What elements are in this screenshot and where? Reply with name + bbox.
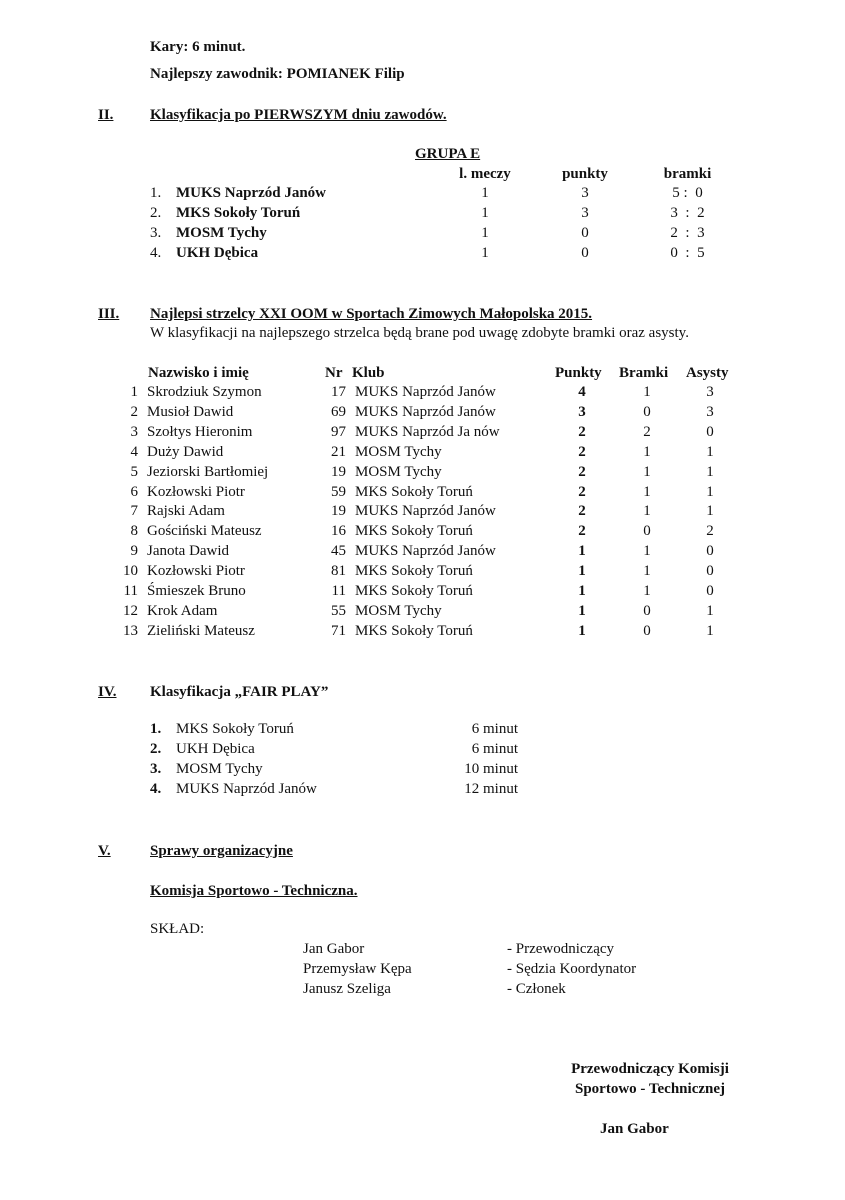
member-name: Przemysław Kępa	[303, 961, 412, 977]
scorer-row-goals: 1	[643, 384, 651, 400]
scorer-row-pos: 12	[123, 602, 138, 619]
scorer-row-assists: 3	[706, 403, 714, 420]
group-row-team: MKS Sokoły Toruń	[176, 205, 301, 221]
fair-row-time: 12 minut	[464, 781, 518, 797]
group-row-points: 0	[581, 245, 589, 261]
fair-row-time: 10 minut	[464, 761, 518, 777]
scorer-row-goals: 1	[643, 543, 651, 560]
group-row-goals: 5 : 0	[672, 185, 703, 201]
group-row-team: MUKS Naprzód Janów	[176, 185, 327, 201]
scorer-row-name: Skrodziuk Szymon	[147, 384, 262, 400]
scorer-row-club: MKS Sokoły Toruń	[355, 622, 473, 639]
fair-row-pos: 3.	[150, 761, 162, 777]
member-role: - Członek	[507, 981, 566, 997]
scorer-row-club: MUKS Naprzód Janów	[355, 503, 496, 520]
scorer-row-name: Zieliński Mateusz	[147, 622, 255, 639]
scorer-row-nr: 16	[331, 523, 346, 540]
scorer-row-name: Szołtys Hieronim	[147, 423, 253, 440]
scorer-row-assists: 0	[706, 583, 714, 599]
fair-row-pos: 4.	[150, 781, 162, 797]
member-role: - Przewodniczący	[507, 941, 615, 957]
member-name: Jan Gabor	[303, 941, 365, 957]
group-row-pos: 3.	[150, 225, 162, 241]
scorer-row-points: 1	[578, 563, 586, 580]
scorer-row-name: Janota Dawid	[147, 543, 230, 560]
scorer-row-points: 2	[578, 483, 586, 500]
fair-row-time: 6 minut	[471, 721, 518, 737]
group-e-title: GRUPA E	[415, 146, 481, 162]
best-player-text: Najlepszy zawodnik: POMIANEK Filip	[150, 66, 405, 82]
section4-numeral: IV.	[98, 684, 117, 700]
section2-numeral: II.	[98, 107, 114, 123]
group-row-pos: 4.	[150, 245, 162, 261]
scorer-row-nr: 19	[331, 463, 346, 480]
scorer-row-points: 1	[578, 602, 586, 619]
scorer-row-points: 1	[578, 543, 586, 560]
penalties-text: Kary: 6 minut.	[150, 39, 246, 55]
scorer-row-club: MUKS Naprzód Janów	[355, 543, 496, 560]
composition-label: SKŁAD:	[150, 921, 205, 937]
scorer-row-nr: 55	[331, 602, 346, 619]
scorer-row-points: 2	[578, 423, 586, 440]
group-row-goals: 3 : 2	[670, 205, 705, 221]
scorer-row-nr: 97	[331, 423, 346, 440]
scorer-row-club: MKS Sokoły Toruń	[355, 583, 473, 599]
header-goals: bramki	[663, 166, 712, 182]
scorer-row-assists: 0	[706, 543, 714, 560]
scorer-row-goals: 1	[643, 483, 651, 500]
scorer-row-name: Jeziorski Bartłomiej	[147, 463, 269, 480]
scorer-row-pos: 8	[130, 523, 138, 540]
scorer-row-assists: 0	[706, 563, 714, 580]
scorer-row-points: 1	[578, 622, 586, 639]
scorer-row-pos: 6	[130, 483, 138, 500]
scorer-row-pos: 2	[130, 403, 138, 420]
section3-note: W klasyfikacji na najlepszego strzelca będą brane pod uwagę zdobyte bramki oraz asysty.	[150, 325, 689, 341]
group-row-matches: 1	[481, 245, 489, 261]
scorers-header-club: Klub	[352, 365, 385, 381]
scorer-row-assists: 1	[706, 503, 714, 520]
scorer-row-club: MUKS Naprzód Janów	[355, 403, 496, 420]
section3-title: Najlepsi strzelcy XXI OOM w Sportach Zimowych Małopolska 2015.	[150, 306, 593, 322]
group-row-goals: 0 : 5	[670, 245, 705, 261]
section5-numeral: V.	[98, 843, 111, 859]
scorer-row-goals: 0	[643, 622, 651, 639]
scorer-row-nr: 59	[331, 483, 346, 500]
scorer-row-goals: 1	[643, 463, 651, 480]
scorer-row-points: 1	[578, 583, 586, 599]
scorer-row-assists: 1	[706, 463, 714, 480]
scorers-header-nr: Nr	[325, 365, 343, 381]
scorers-header-assists: Asysty	[686, 365, 729, 381]
scorer-row-nr: 81	[331, 563, 346, 580]
scorer-row-nr: 45	[331, 543, 346, 560]
fair-row-team: UKH Dębica	[176, 741, 255, 757]
scorer-row-pos: 11	[123, 583, 138, 599]
scorer-row-name: Krok Adam	[147, 602, 218, 619]
scorer-row-goals: 1	[643, 443, 651, 460]
header-matches: l. meczy	[459, 166, 511, 182]
scorer-row-nr: 19	[331, 503, 346, 520]
group-row-points: 0	[581, 225, 589, 241]
scorer-row-pos: 7	[130, 503, 138, 520]
scorer-row-pos: 4	[130, 443, 138, 460]
fair-row-pos: 2.	[150, 741, 162, 757]
fair-row-time: 6 minut	[471, 741, 518, 757]
scorer-row-goals: 1	[643, 503, 651, 520]
scorer-row-points: 2	[578, 443, 586, 460]
signature-name: Jan Gabor	[600, 1121, 669, 1137]
fair-row-team: MUKS Naprzód Janów	[176, 781, 317, 797]
scorer-row-pos: 13	[123, 622, 138, 639]
scorer-row-assists: 0	[706, 423, 714, 440]
scorer-row-club: MUKS Naprzód Ja nów	[355, 423, 500, 440]
scorers-header-points: Punkty	[555, 365, 602, 381]
scorer-row-points: 2	[578, 503, 586, 520]
scorer-row-name: Duży Dawid	[147, 443, 224, 460]
fair-row-pos: 1.	[150, 721, 162, 737]
member-name: Janusz Szeliga	[303, 981, 391, 997]
section3-numeral: III.	[98, 306, 120, 322]
member-role: - Sędzia Koordynator	[507, 961, 637, 977]
fair-row-team: MOSM Tychy	[176, 761, 263, 777]
scorer-row-goals: 1	[643, 583, 651, 599]
group-row-matches: 1	[481, 185, 489, 201]
scorer-row-club: MKS Sokoły Toruń	[355, 523, 473, 540]
scorer-row-nr: 71	[331, 622, 346, 639]
scorer-row-name: Śmieszek Bruno	[147, 583, 246, 599]
scorer-row-points: 2	[578, 463, 586, 480]
scorer-row-name: Kozłowski Piotr	[147, 483, 245, 500]
scorer-row-pos: 3	[130, 423, 138, 440]
scorer-row-pos: 5	[130, 463, 138, 480]
scorer-row-club: MOSM Tychy	[355, 602, 442, 619]
scorer-row-goals: 1	[643, 563, 651, 580]
scorer-row-nr: 11	[331, 583, 346, 599]
scorer-row-club: MKS Sokoły Toruń	[355, 483, 473, 500]
signature-line2: Sportowo - Technicznej	[575, 1081, 725, 1097]
scorer-row-nr: 17	[331, 384, 346, 400]
scorer-row-points: 2	[578, 523, 586, 540]
group-row-matches: 1	[481, 205, 489, 221]
group-row-goals: 2 : 3	[670, 225, 705, 241]
scorer-row-pos: 1	[130, 384, 138, 400]
scorer-row-points: 4	[578, 384, 586, 400]
section5-title: Sprawy organizacyjne	[150, 843, 293, 859]
scorer-row-goals: 2	[643, 423, 651, 440]
scorer-row-pos: 9	[130, 543, 138, 560]
scorer-row-pos: 10	[123, 563, 138, 580]
scorers-header-goals: Bramki	[619, 365, 669, 381]
scorers-header-name: Nazwisko i imię	[148, 365, 249, 381]
group-row-matches: 1	[481, 225, 489, 241]
header-points: punkty	[562, 166, 608, 182]
signature-line1: Przewodniczący Komisji	[571, 1061, 729, 1077]
scorer-row-club: MOSM Tychy	[355, 463, 442, 480]
fair-row-team: MKS Sokoły Toruń	[176, 721, 294, 737]
group-row-points: 3	[581, 205, 589, 221]
group-row-pos: 2.	[150, 205, 162, 221]
section4-title: Klasyfikacja „FAIR PLAY”	[150, 684, 329, 700]
committee-title: Komisja Sportowo - Techniczna.	[150, 883, 358, 899]
group-row-team: MOSM Tychy	[176, 225, 267, 241]
scorer-row-points: 3	[578, 403, 586, 420]
scorer-row-nr: 21	[331, 443, 346, 460]
scorer-row-goals: 0	[643, 523, 651, 540]
scorer-row-goals: 0	[643, 602, 651, 619]
scorer-row-nr: 69	[331, 403, 346, 420]
scorer-row-name: Rajski Adam	[147, 503, 225, 520]
group-row-points: 3	[581, 185, 589, 201]
scorer-row-assists: 2	[706, 523, 714, 540]
scorer-row-club: MKS Sokoły Toruń	[355, 563, 473, 580]
scorer-row-assists: 1	[706, 443, 714, 460]
scorer-row-goals: 0	[643, 403, 651, 420]
scorer-row-assists: 3	[706, 384, 714, 400]
scorer-row-club: MUKS Naprzód Janów	[355, 384, 496, 400]
scorer-row-assists: 1	[706, 602, 714, 619]
scorer-row-name: Musioł Dawid	[147, 403, 234, 420]
group-row-team: UKH Dębica	[176, 245, 259, 261]
section2-title: Klasyfikacja po PIERWSZYM dniu zawodów.	[150, 107, 447, 123]
scorer-row-club: MOSM Tychy	[355, 443, 442, 460]
scorer-row-name: Gościński Mateusz	[147, 523, 262, 540]
group-row-pos: 1.	[150, 185, 162, 201]
scorer-row-name: Kozłowski Piotr	[147, 563, 245, 580]
scorer-row-assists: 1	[706, 483, 714, 500]
scorer-row-assists: 1	[706, 622, 714, 639]
